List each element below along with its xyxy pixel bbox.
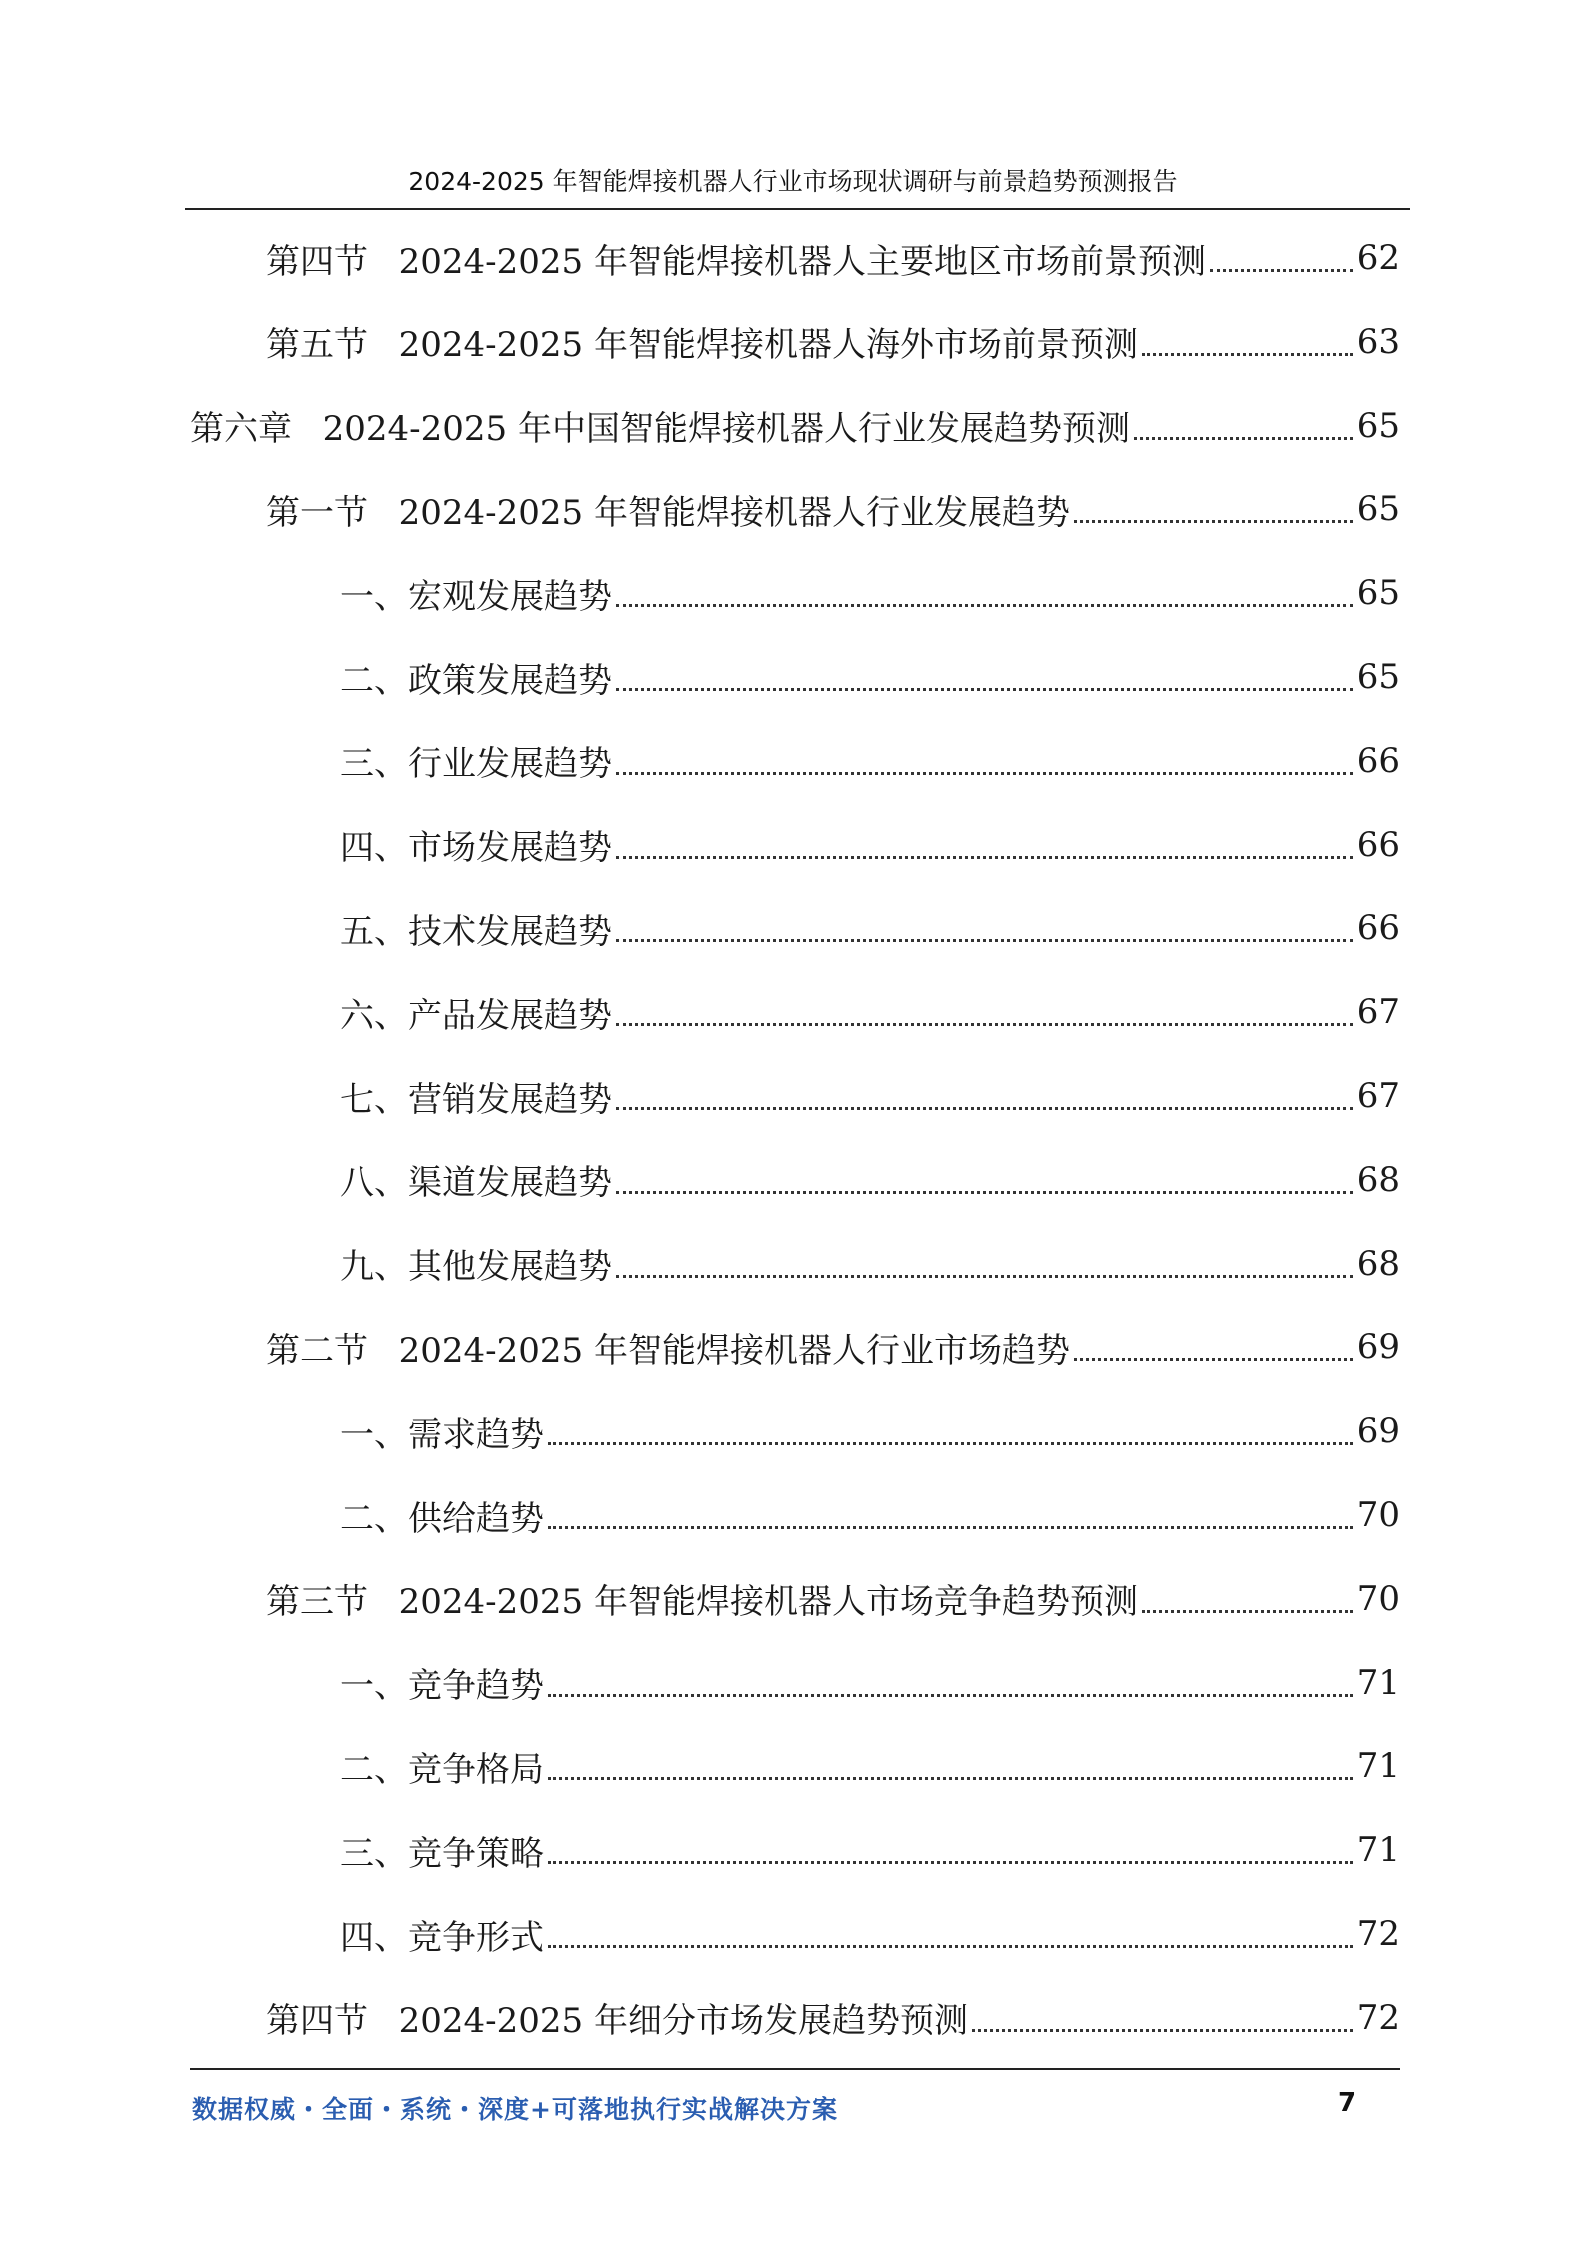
toc-dot-leader	[548, 1945, 1353, 1948]
toc-entry-page: 65	[1356, 489, 1400, 530]
document-title: 2024-2025 年智能焊接机器人行业市场现状调研与前景趋势预测报告	[408, 167, 1178, 196]
toc-dot-leader	[548, 1861, 1353, 1864]
toc-entry[interactable]	[340, 563, 1400, 623]
toc-dot-leader	[616, 856, 1353, 859]
toc-entry-page: 67	[1356, 1076, 1400, 1116]
toc-entry-label: 一、	[340, 576, 408, 617]
toc-entry-title: 竞争策略	[408, 1833, 544, 1874]
toc-entry-title: 供给趋势	[408, 1498, 544, 1539]
toc-dot-leader	[616, 1107, 1353, 1110]
toc-entry-label: 九、	[340, 1247, 408, 1288]
toc-entry-label: 八、	[340, 1163, 408, 1204]
toc-entry-title: 2024-2025 年中国智能焊接机器人行业发展趋势预测	[322, 409, 1130, 450]
toc-entry-title: 政策发展趋势	[408, 660, 612, 701]
toc-entry-label: 第四节	[266, 2001, 368, 2042]
toc-dot-leader	[616, 1023, 1353, 1026]
toc-dot-leader	[1210, 269, 1353, 272]
toc-entry[interactable]	[340, 982, 1400, 1042]
toc-entry-label: 二、	[340, 1749, 408, 1790]
toc-entry[interactable]	[340, 1653, 1400, 1713]
toc-entry-label: 第一节	[266, 492, 368, 533]
toc-dot-leader	[548, 1442, 1353, 1445]
toc-dot-leader	[616, 1275, 1353, 1278]
toc-entry[interactable]	[340, 1820, 1400, 1880]
toc-entry-page: 70	[1356, 1495, 1400, 1535]
toc-entry-title: 营销发展趋势	[408, 1079, 612, 1120]
toc-entry-title: 需求趋势	[408, 1414, 544, 1455]
toc-entry-label: 四、	[340, 828, 408, 869]
toc-entry-title: 技术发展趋势	[408, 911, 612, 952]
toc-entry[interactable]	[340, 815, 1400, 875]
toc-entry[interactable]	[340, 898, 1400, 958]
toc-entry-label: 第四节	[266, 241, 368, 282]
toc-dot-leader	[1074, 520, 1353, 523]
toc-entry-page: 66	[1356, 740, 1400, 781]
toc-dot-leader	[616, 939, 1353, 942]
toc-entry-label: 一、	[340, 1414, 408, 1455]
toc-dot-leader	[616, 688, 1353, 691]
toc-entry-label: 五、	[340, 911, 408, 952]
toc-entry-title: 2024-2025 年智能焊接机器人海外市场前景预测	[398, 325, 1138, 366]
toc-entry-label: 第二节	[266, 1330, 368, 1371]
toc-entry-label: 二、	[340, 1498, 408, 1539]
toc-entry-title: 2024-2025 年智能焊接机器人主要地区市场前景预测	[398, 241, 1206, 282]
toc-dot-leader	[1142, 353, 1353, 356]
toc-dot-leader	[548, 1777, 1353, 1780]
toc-entry[interactable]	[266, 1317, 1400, 1377]
toc-entry-page: 72	[1356, 1997, 1400, 2038]
toc-dot-leader	[1134, 437, 1353, 440]
toc-entry-title: 竞争形式	[408, 1917, 544, 1958]
toc-entry-page: 65	[1356, 405, 1400, 446]
toc-entry[interactable]	[266, 228, 1400, 288]
toc-dot-leader	[1142, 1610, 1353, 1613]
page-number: 7	[1338, 2088, 1357, 2118]
toc-entry-title: 产品发展趋势	[408, 995, 612, 1036]
header-divider	[185, 208, 1410, 210]
toc-entry-label: 第五节	[266, 325, 368, 366]
toc-dot-leader	[1074, 1358, 1353, 1361]
toc-entry-label: 三、	[340, 744, 408, 785]
toc-entry-page: 72	[1356, 1914, 1400, 1954]
toc-entry-page: 62	[1356, 238, 1400, 278]
toc-entry[interactable]	[340, 1066, 1400, 1126]
toc-entry-page: 66	[1356, 824, 1400, 865]
toc-entry[interactable]	[340, 1234, 1400, 1294]
toc-entry-title: 2024-2025 年细分市场发展趋势预测	[398, 2001, 968, 2042]
toc-entry[interactable]	[340, 1904, 1400, 1964]
toc-entry-label: 第三节	[266, 1582, 368, 1623]
toc-entry-title: 渠道发展趋势	[408, 1163, 612, 1204]
toc-entry[interactable]	[266, 312, 1400, 372]
toc-entry-page: 66	[1356, 908, 1400, 949]
toc-entry-label: 七、	[340, 1079, 408, 1120]
toc-entry-page: 65	[1356, 573, 1400, 614]
toc-entry[interactable]	[340, 1736, 1400, 1796]
toc-entry-label: 六、	[340, 995, 408, 1036]
toc-entry[interactable]	[340, 647, 1400, 707]
toc-entry-page: 65	[1356, 657, 1400, 697]
toc-entry-page: 69	[1356, 1327, 1400, 1368]
toc-dot-leader	[548, 1694, 1353, 1697]
toc-entry-label: 第六章	[190, 409, 292, 450]
toc-dot-leader	[616, 772, 1353, 775]
toc-entry-page: 71	[1356, 1662, 1400, 1703]
toc-entry-title: 2024-2025 年智能焊接机器人市场竞争趋势预测	[398, 1582, 1138, 1623]
toc-entry-label: 三、	[340, 1833, 408, 1874]
toc-entry-page: 70	[1356, 1578, 1400, 1619]
toc-dot-leader	[616, 604, 1353, 607]
toc-entry-title: 2024-2025 年智能焊接机器人行业市场趋势	[398, 1330, 1070, 1371]
toc-entry-page: 71	[1356, 1746, 1400, 1787]
toc-entry[interactable]	[340, 1401, 1400, 1461]
toc-entry-page: 63	[1356, 321, 1400, 362]
footer-slogan: 数据权威・全面・系统・深度+可落地执行实战解决方案	[192, 2095, 838, 2124]
toc-entry-title: 竞争趋势	[408, 1666, 544, 1707]
toc-entry[interactable]	[340, 1485, 1400, 1545]
toc-dot-leader	[616, 1191, 1353, 1194]
toc-entry[interactable]	[266, 479, 1400, 539]
toc-entry-label: 二、	[340, 660, 408, 701]
toc-entry-title: 其他发展趋势	[408, 1247, 612, 1288]
toc-entry-title: 竞争格局	[408, 1749, 544, 1790]
toc-entry-page: 68	[1356, 1159, 1400, 1200]
toc-entry[interactable]	[340, 731, 1400, 791]
toc-entry-page: 68	[1356, 1243, 1400, 1284]
toc-entry[interactable]	[340, 1150, 1400, 1210]
toc-dot-leader	[548, 1526, 1353, 1529]
toc-entry[interactable]	[190, 396, 1400, 456]
toc-entry-page: 67	[1356, 992, 1400, 1033]
toc-entry-label: 一、	[340, 1666, 408, 1707]
toc-entry[interactable]	[266, 1988, 1400, 2048]
toc-entry-title: 市场发展趋势	[408, 828, 612, 869]
toc-entry-page: 71	[1356, 1830, 1400, 1871]
toc-dot-leader	[972, 2029, 1353, 2032]
toc-entry-title: 行业发展趋势	[408, 744, 612, 785]
toc-entry-page: 69	[1356, 1411, 1400, 1452]
toc-entry-label: 四、	[340, 1917, 408, 1958]
toc-entry-title: 2024-2025 年智能焊接机器人行业发展趋势	[398, 492, 1070, 533]
toc-entry-title: 宏观发展趋势	[408, 576, 612, 617]
toc-entry[interactable]	[266, 1569, 1400, 1629]
footer-divider	[190, 2068, 1400, 2070]
